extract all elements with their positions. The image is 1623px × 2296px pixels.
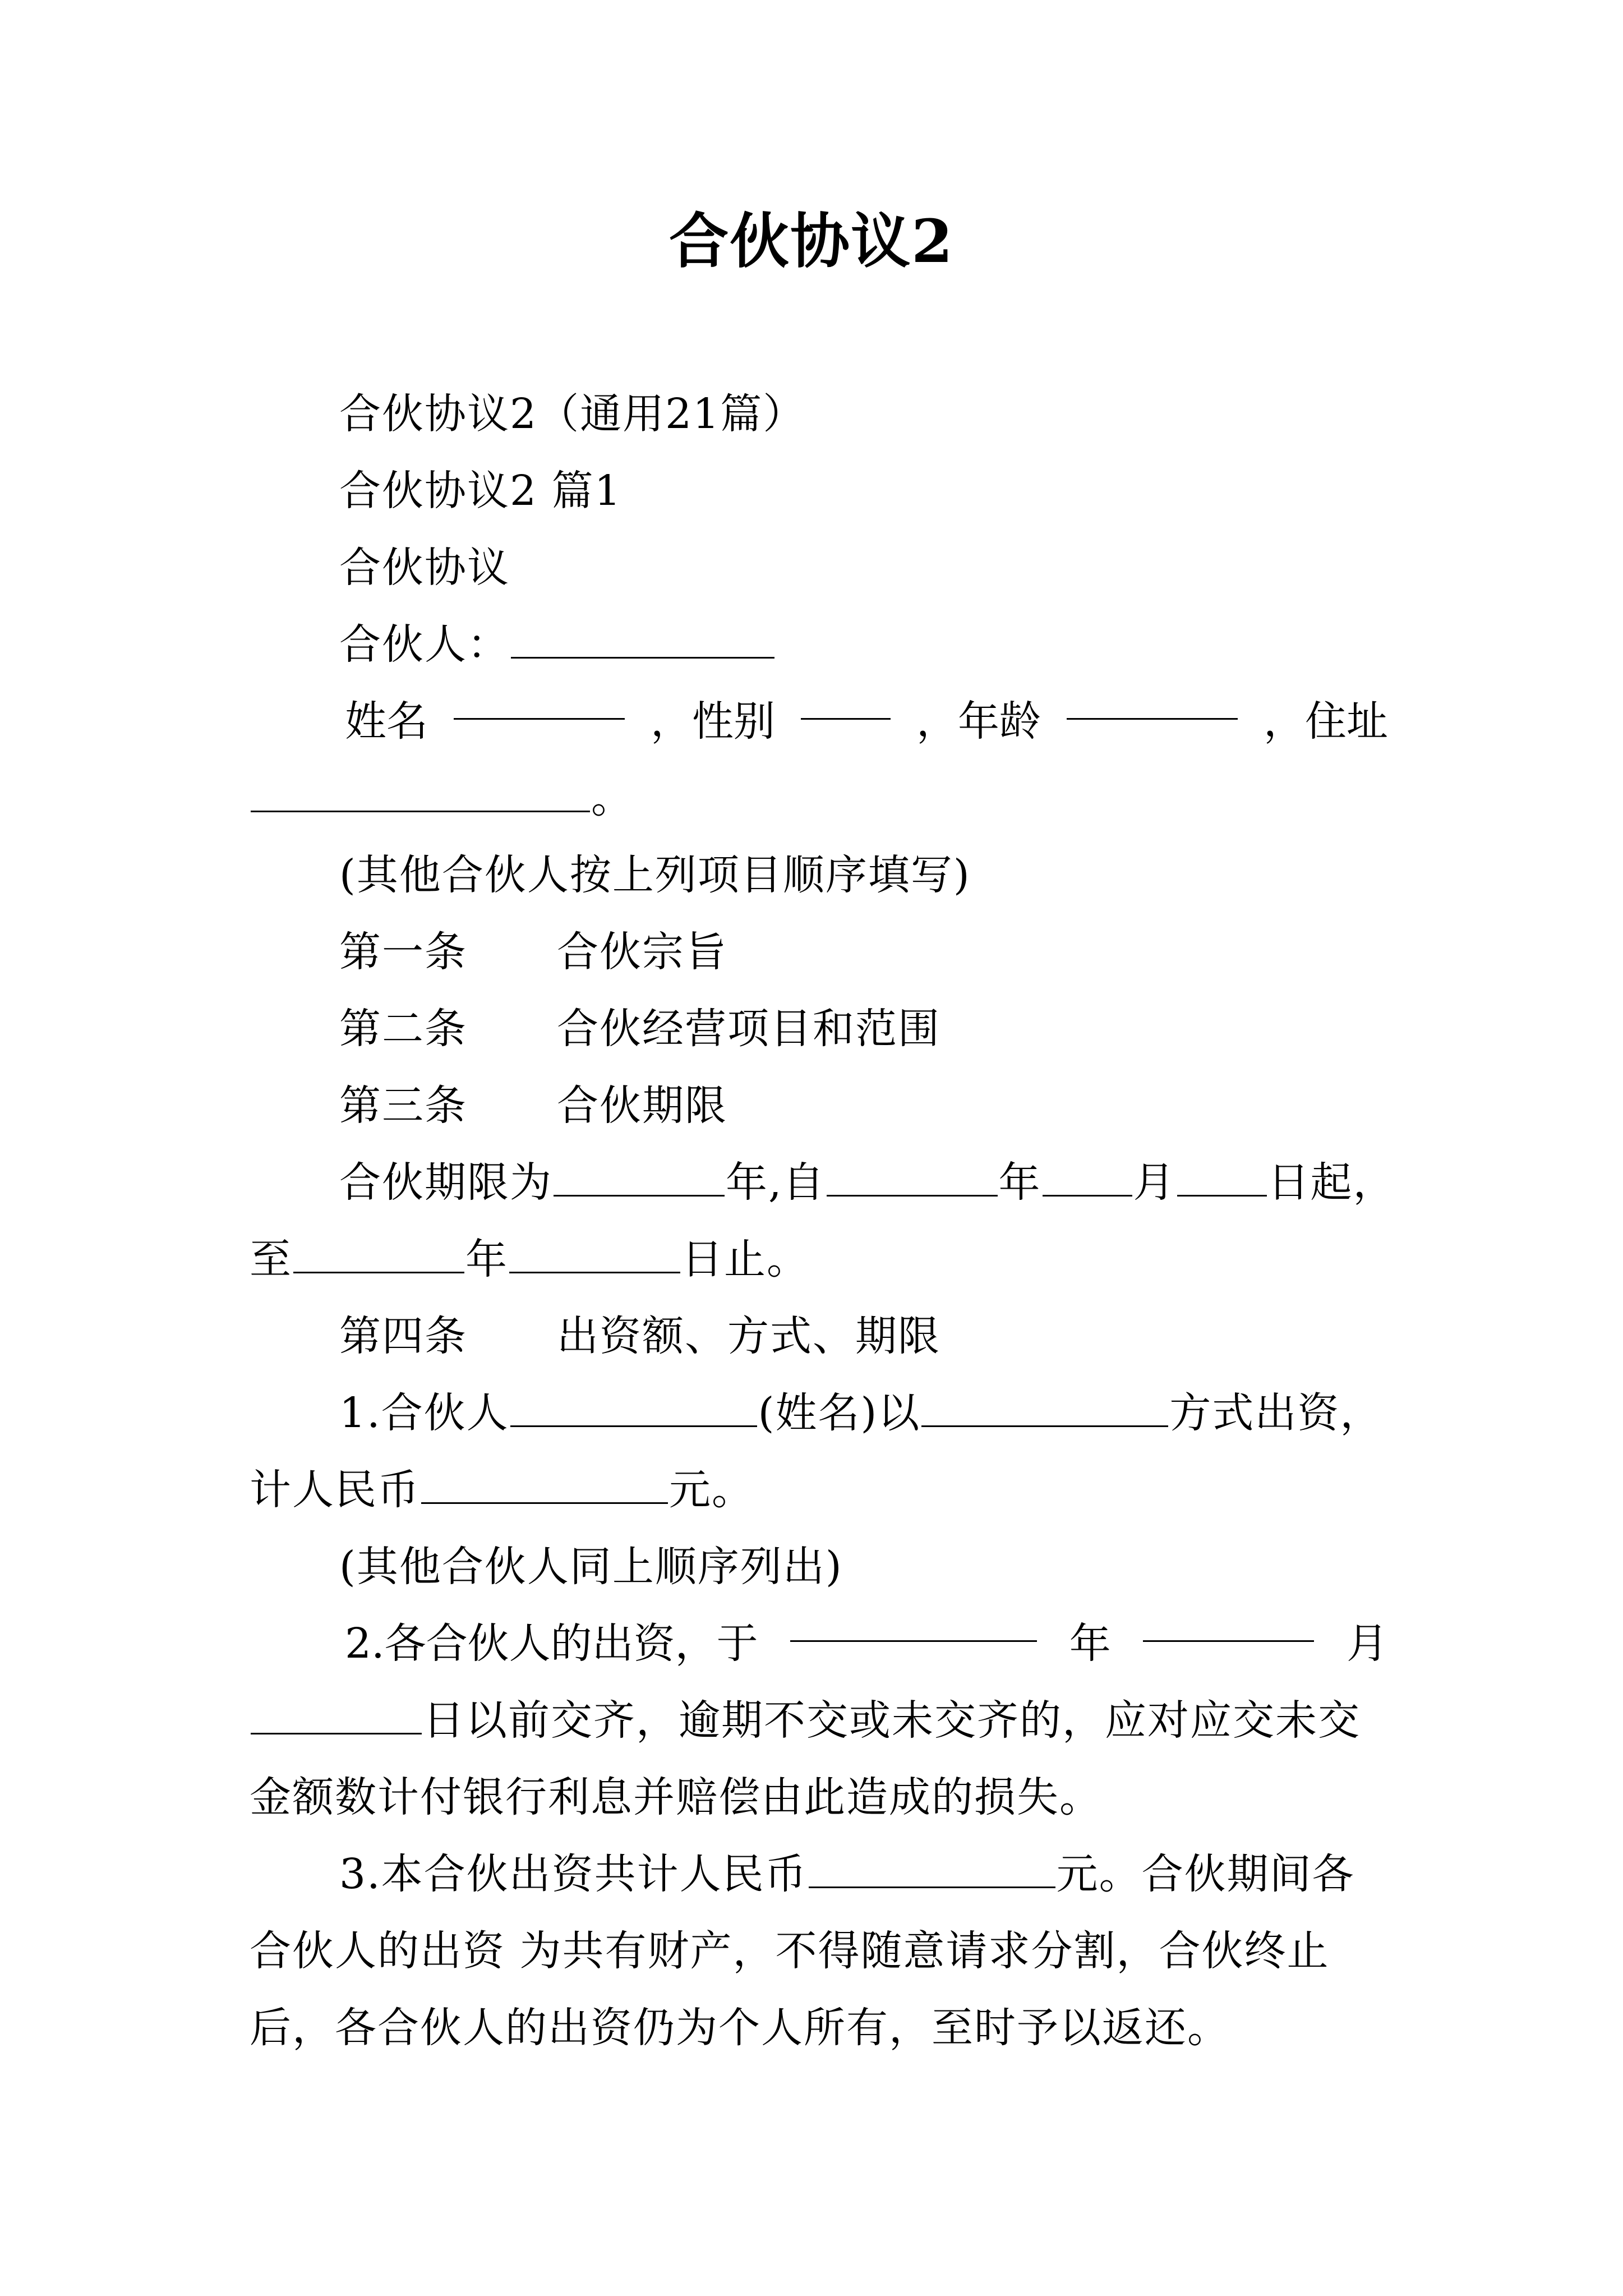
clause-2-end-line (250, 1759, 1388, 1836)
clause-3-line-3 (250, 1990, 1388, 2067)
deadline-day-blank[interactable] (251, 1698, 422, 1734)
deadline-year-label: 年 (1069, 1619, 1111, 1668)
name-label: 姓名 (345, 697, 428, 746)
clause-2-label: 2.各合伙人的出资，于 (345, 1619, 758, 1668)
address-line (250, 760, 1388, 837)
article-4-title: 出资额、方式、期限 (557, 1312, 940, 1360)
article-3-number: 第三条 (339, 1082, 467, 1130)
name-blank[interactable] (454, 683, 625, 720)
note-2-line (250, 1529, 1388, 1605)
subtitle-text: 合伙协议2（通用21篇） (339, 390, 806, 438)
article-1 (250, 914, 1388, 991)
amount-blank[interactable] (421, 1467, 668, 1504)
start-month-blank[interactable] (1043, 1160, 1132, 1197)
clause-3-label: 3.本合伙出资共计人民币 (339, 1850, 808, 1898)
partner-line (250, 606, 1388, 683)
name-by-label: (姓名)以 (758, 1389, 921, 1437)
deadline-month-blank[interactable] (1143, 1605, 1314, 1642)
contribution-label: 方式出资， (1169, 1389, 1383, 1437)
note-text: (其他合伙人按上列项目顺序填写) (339, 851, 971, 899)
clause-3-line (250, 1836, 1388, 1913)
article-3 (250, 1068, 1388, 1144)
partner-name-blank[interactable] (510, 1391, 757, 1427)
section-heading-text: 合伙协议2 篇1 (339, 467, 622, 515)
clause-1-amount-line (250, 1452, 1388, 1529)
term-end-line (250, 1221, 1388, 1298)
clause-1-label: 1.合伙人 (339, 1389, 509, 1437)
rmb-label: 计人民币 (250, 1466, 420, 1514)
end-day-blank[interactable] (509, 1237, 680, 1273)
address-end: 。 (591, 774, 634, 822)
year-label: 年 (998, 1158, 1041, 1207)
deadline-month-label: 月 (1346, 1619, 1388, 1668)
section-heading (250, 453, 1388, 530)
document-title: 合伙协议2 (669, 206, 954, 276)
note-2-text: (其他合伙人同上顺序列出) (339, 1543, 843, 1591)
yuan-label: 元。 (669, 1466, 754, 1514)
clause-2-cont-line (250, 1682, 1388, 1759)
total-amount-blank[interactable] (809, 1852, 1055, 1888)
clause-3-line-2 (250, 1913, 1388, 1990)
end-year-label: 年 (465, 1235, 508, 1283)
article-1-title: 合伙宗旨 (557, 928, 727, 976)
article-3-title: 合伙期限 (557, 1082, 727, 1130)
age-blank[interactable] (1067, 683, 1238, 720)
note-line (250, 837, 1388, 914)
article-2-title: 合伙经营项目和范围 (557, 1005, 940, 1053)
term-years-blank[interactable] (554, 1160, 725, 1197)
article-4-number: 第四条 (339, 1312, 467, 1360)
term-line (250, 1144, 1396, 1221)
address-blank[interactable] (251, 776, 590, 812)
partner-details-line (250, 683, 1388, 760)
end-year-blank[interactable] (293, 1237, 464, 1273)
article-2-number: 第二条 (339, 1005, 467, 1053)
start-day-blank[interactable] (1177, 1160, 1267, 1197)
clause-2-end-text: 金额数计付银行利息并赔偿由此造成的损失。 (250, 1773, 1102, 1821)
gender-blank[interactable] (801, 683, 891, 720)
end-label: 日止。 (681, 1235, 809, 1283)
agreement-heading (250, 530, 1388, 606)
month-label: 月 (1133, 1158, 1176, 1207)
term-label: 合伙期限为 (339, 1158, 552, 1207)
day-start-label: 日起， (1267, 1158, 1396, 1207)
start-year-blank[interactable] (827, 1160, 998, 1197)
partner-blank[interactable] (511, 622, 774, 659)
partner-label: 合伙人： (339, 620, 510, 669)
deadline-year-blank[interactable] (790, 1605, 1037, 1642)
clause-3-cont: 元。合伙期间各 (1056, 1850, 1355, 1898)
age-label: ，年龄 (916, 697, 1041, 746)
method-blank[interactable] (921, 1391, 1168, 1427)
document-body (250, 376, 1396, 2067)
subtitle-line (250, 376, 1388, 453)
term-from-label: 年,自 (726, 1158, 826, 1207)
clause-2-cont-text: 日以前交齐，逾期不交或未交齐的，应对应交未交 (423, 1696, 1361, 1745)
to-label: 至 (250, 1235, 292, 1283)
address-label: ，住址 (1264, 697, 1388, 746)
article-2 (250, 991, 1388, 1068)
agreement-heading-text: 合伙协议 (339, 544, 510, 592)
gender-label: ，性别 (651, 697, 775, 746)
clause-3-text-2: 合伙人的出资 为共有财产，不得随意请求分割，合伙终止 (250, 1927, 1330, 1975)
clause-3-text-3: 后，各合伙人的出资仍为个人所有，至时予以返还。 (250, 2004, 1230, 2052)
article-4 (250, 1298, 1388, 1375)
clause-2-line (250, 1605, 1388, 1682)
article-1-number: 第一条 (339, 928, 467, 976)
clause-1-line (250, 1375, 1388, 1452)
